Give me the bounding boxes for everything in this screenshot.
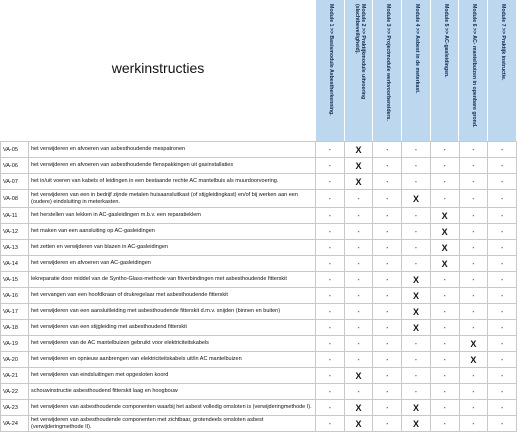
module-6-cell[interactable]: - bbox=[459, 320, 488, 336]
title-cell[interactable] bbox=[0, 0, 317, 142]
module-4-cell[interactable]: X bbox=[402, 190, 431, 208]
module-header-5[interactable] bbox=[431, 0, 460, 141]
module-2-cell[interactable]: - bbox=[344, 240, 373, 256]
module-3-cell[interactable]: - bbox=[373, 368, 402, 384]
module-4-cell[interactable]: - bbox=[402, 224, 431, 240]
module-3-cell[interactable]: - bbox=[373, 416, 402, 432]
table-row bbox=[1, 142, 517, 158]
row-description[interactable]: het verwijderen en opnieuw aanbrengen van elektriciteitskabels uit/in AC mantelbuizen bbox=[29, 352, 316, 368]
module-5-cell[interactable]: - bbox=[430, 320, 459, 336]
row-code[interactable]: VA-21 bbox=[1, 368, 29, 384]
module-4-cell[interactable]: - bbox=[402, 158, 431, 174]
module-4-cell[interactable]: - bbox=[402, 384, 431, 400]
module-3-cell[interactable]: - bbox=[373, 256, 402, 272]
module-6-cell[interactable]: - bbox=[459, 174, 488, 190]
table-row bbox=[1, 320, 517, 336]
module-6-cell[interactable]: - bbox=[459, 416, 488, 432]
module-5-cell[interactable]: X bbox=[430, 256, 459, 272]
module-7-cell[interactable]: - bbox=[488, 174, 517, 190]
module-1-cell[interactable]: - bbox=[316, 142, 345, 158]
row-description[interactable]: het in/uit voeren van kabels of leidingen in een bestaande rechte AC mantelbuis als muurdoorvoering. bbox=[29, 174, 316, 190]
module-5-cell[interactable]: - bbox=[430, 384, 459, 400]
row-description[interactable]: het vervangen van een hoofdkraan of drukregelaar met asbesthoudende fitterskit bbox=[29, 288, 316, 304]
module-4-cell[interactable]: - bbox=[402, 240, 431, 256]
sheet-title: werkinstructies bbox=[111, 60, 205, 76]
module-5-cell[interactable]: - bbox=[430, 368, 459, 384]
module-1-cell[interactable]: - bbox=[316, 288, 345, 304]
row-description[interactable]: het herstellen van lekken in AC-gasleidingen m.b.v. een reparatieklem bbox=[29, 208, 316, 224]
module-2-cell[interactable]: X bbox=[344, 142, 373, 158]
row-description[interactable]: het zetten en verwijderen van blazen in AC-gasleidingen bbox=[29, 240, 316, 256]
module-5-cell[interactable]: - bbox=[430, 352, 459, 368]
row-code[interactable]: VA-19 bbox=[1, 336, 29, 352]
row-description[interactable]: lekreparatie door middel van de Syntho-Glass-methode van fitverbindingen met asbesthoudende fitterskit bbox=[29, 272, 316, 288]
module-4-cell[interactable]: X bbox=[402, 272, 431, 288]
module-1-cell[interactable]: - bbox=[316, 256, 345, 272]
table-row bbox=[1, 158, 517, 174]
module-1-cell[interactable]: - bbox=[316, 320, 345, 336]
row-code[interactable]: VA-16 bbox=[1, 288, 29, 304]
module-5-cell[interactable]: - bbox=[430, 158, 459, 174]
module-1-cell[interactable]: - bbox=[316, 352, 345, 368]
row-code[interactable]: VA-06 bbox=[1, 158, 29, 174]
table-row bbox=[1, 352, 517, 368]
module-5-cell[interactable]: X bbox=[430, 208, 459, 224]
module-5-cell[interactable]: - bbox=[430, 400, 459, 416]
module-3-cell[interactable]: - bbox=[373, 304, 402, 320]
module-3-cell[interactable]: - bbox=[373, 336, 402, 352]
row-code[interactable]: VA-14 bbox=[1, 256, 29, 272]
row-description[interactable]: het verwijderen en afvoeren van AC-gasleidingen bbox=[29, 256, 316, 272]
module-header-label: Module 3 >> Projectmodule werkvoorbereiders. bbox=[385, 4, 392, 121]
module-6-cell[interactable]: X bbox=[459, 336, 488, 352]
row-description[interactable]: het verwijderen van een in bedrijf zijnde metalen huisaansluitkast (of stijgleidingkast) en/of bij werken aan een (oudere) eindsluiting in meterkasten. bbox=[29, 190, 316, 208]
module-5-cell[interactable]: X bbox=[430, 224, 459, 240]
table-row bbox=[1, 416, 517, 432]
module-7-cell[interactable]: - bbox=[488, 158, 517, 174]
module-7-cell[interactable]: - bbox=[488, 224, 517, 240]
module-6-cell[interactable]: - bbox=[459, 400, 488, 416]
module-4-cell[interactable]: X bbox=[402, 304, 431, 320]
module-7-cell[interactable]: - bbox=[488, 368, 517, 384]
table-row bbox=[1, 336, 517, 352]
row-code[interactable]: VA-20 bbox=[1, 352, 29, 368]
module-6-cell[interactable]: - bbox=[459, 256, 488, 272]
module-1-cell[interactable]: - bbox=[316, 384, 345, 400]
module-header-label: Module 4 >> Asbest in de meterkast. bbox=[413, 4, 420, 94]
module-2-cell[interactable]: X bbox=[344, 368, 373, 384]
module-3-cell[interactable]: - bbox=[373, 288, 402, 304]
module-3-cell[interactable]: - bbox=[373, 240, 402, 256]
module-2-cell[interactable]: - bbox=[344, 256, 373, 272]
module-header-1[interactable] bbox=[316, 0, 345, 141]
module-6-cell[interactable]: - bbox=[459, 158, 488, 174]
row-description[interactable]: het maken van een aansluiting op AC-gasleidingen bbox=[29, 224, 316, 240]
module-1-cell[interactable]: - bbox=[316, 272, 345, 288]
module-7-cell[interactable]: - bbox=[488, 384, 517, 400]
module-2-cell[interactable]: - bbox=[344, 336, 373, 352]
module-2-cell[interactable]: X bbox=[344, 416, 373, 432]
table-row bbox=[1, 174, 517, 190]
row-description[interactable]: het verwijderen van een aansluitleiding met asbesthoudende fitterskit d.m.v. snijden (binnen en buiten) bbox=[29, 304, 316, 320]
module-7-cell[interactable]: - bbox=[488, 288, 517, 304]
module-7-cell[interactable]: - bbox=[488, 272, 517, 288]
module-2-cell[interactable]: - bbox=[344, 190, 373, 208]
module-4-cell[interactable]: - bbox=[402, 174, 431, 190]
module-5-cell[interactable]: - bbox=[430, 304, 459, 320]
module-headers bbox=[316, 0, 517, 141]
module-7-cell[interactable]: - bbox=[488, 416, 517, 432]
module-6-cell[interactable]: - bbox=[459, 208, 488, 224]
row-description[interactable]: het verwijderen van een stijgleiding met asbesthoudend fitterskit bbox=[29, 320, 316, 336]
module-1-cell[interactable]: - bbox=[316, 336, 345, 352]
module-5-cell[interactable]: - bbox=[430, 190, 459, 208]
module-4-cell[interactable]: - bbox=[402, 142, 431, 158]
module-7-cell[interactable]: - bbox=[488, 304, 517, 320]
module-7-cell[interactable]: - bbox=[488, 190, 517, 208]
module-2-cell[interactable]: X bbox=[344, 158, 373, 174]
module-6-cell[interactable]: X bbox=[459, 352, 488, 368]
module-6-cell[interactable]: - bbox=[459, 240, 488, 256]
module-7-cell[interactable]: - bbox=[488, 400, 517, 416]
row-code[interactable]: VA-07 bbox=[1, 174, 29, 190]
row-code[interactable]: VA-18 bbox=[1, 320, 29, 336]
row-description[interactable]: het verwijderen en afvoeren van asbesthoudende mespatronen bbox=[29, 142, 316, 158]
module-header-4[interactable] bbox=[402, 0, 431, 141]
module-3-cell[interactable]: - bbox=[373, 142, 402, 158]
module-2-cell[interactable]: - bbox=[344, 352, 373, 368]
table-row bbox=[1, 288, 517, 304]
module-7-cell[interactable]: - bbox=[488, 208, 517, 224]
module-2-cell[interactable]: - bbox=[344, 320, 373, 336]
module-6-cell[interactable]: - bbox=[459, 272, 488, 288]
module-5-cell[interactable]: X bbox=[430, 240, 459, 256]
row-code[interactable]: VA-24 bbox=[1, 416, 29, 432]
module-3-cell[interactable]: - bbox=[373, 190, 402, 208]
module-1-cell[interactable]: - bbox=[316, 400, 345, 416]
module-5-cell[interactable]: - bbox=[430, 416, 459, 432]
module-4-cell[interactable]: X bbox=[402, 400, 431, 416]
module-6-cell[interactable]: - bbox=[459, 304, 488, 320]
module-6-cell[interactable]: - bbox=[459, 384, 488, 400]
module-header-2[interactable] bbox=[345, 0, 374, 141]
module-5-cell[interactable]: - bbox=[430, 272, 459, 288]
row-description[interactable]: het verwijderen van eindsluitingen met opgesloten koord bbox=[29, 368, 316, 384]
row-code[interactable]: VA-05 bbox=[1, 142, 29, 158]
module-3-cell[interactable]: - bbox=[373, 352, 402, 368]
module-5-cell[interactable]: - bbox=[430, 288, 459, 304]
module-4-cell[interactable]: X bbox=[402, 288, 431, 304]
module-6-cell[interactable]: - bbox=[459, 190, 488, 208]
module-header-label: Module 1 >> Basismodule Asbestherkenning. bbox=[327, 4, 334, 116]
module-7-cell[interactable]: - bbox=[488, 142, 517, 158]
module-7-cell[interactable]: - bbox=[488, 336, 517, 352]
module-7-cell[interactable]: - bbox=[488, 352, 517, 368]
row-description[interactable]: het verwijderen van asbesthoudende componenten met zichtbaar, grotendeels omsloten asbest (verwijderingmethode II). bbox=[29, 416, 316, 432]
module-3-cell[interactable]: - bbox=[373, 224, 402, 240]
module-3-cell[interactable]: - bbox=[373, 320, 402, 336]
module-7-cell[interactable]: - bbox=[488, 240, 517, 256]
row-code[interactable]: VA-12 bbox=[1, 224, 29, 240]
module-6-cell[interactable]: - bbox=[459, 368, 488, 384]
module-5-cell[interactable]: - bbox=[430, 142, 459, 158]
module-4-cell[interactable]: - bbox=[402, 336, 431, 352]
row-description[interactable]: het verwijderen van de AC mantelbuizen gebruikt voor elektriciteitskabels bbox=[29, 336, 316, 352]
module-4-cell[interactable]: X bbox=[402, 320, 431, 336]
row-code[interactable]: VA-23 bbox=[1, 400, 29, 416]
module-2-cell[interactable]: - bbox=[344, 384, 373, 400]
module-3-cell[interactable]: - bbox=[373, 272, 402, 288]
module-6-cell[interactable]: - bbox=[459, 142, 488, 158]
module-4-cell[interactable]: - bbox=[402, 368, 431, 384]
module-header-label: Module 7 >> Praktijk instructie. bbox=[499, 4, 506, 81]
module-1-cell[interactable]: - bbox=[316, 304, 345, 320]
module-4-cell[interactable]: - bbox=[402, 208, 431, 224]
table-row bbox=[1, 190, 517, 208]
table-row bbox=[1, 224, 517, 240]
row-code[interactable]: VA-13 bbox=[1, 240, 29, 256]
module-1-cell[interactable]: - bbox=[316, 174, 345, 190]
module-header-6[interactable] bbox=[459, 0, 488, 141]
row-code[interactable]: VA-22 bbox=[1, 384, 29, 400]
row-description[interactable]: het verwijderen van asbesthoudende componenten waarbij het asbest volledig omsloten is (verwijderingmethode I). bbox=[29, 400, 316, 416]
module-3-cell[interactable]: - bbox=[373, 208, 402, 224]
module-6-cell[interactable]: - bbox=[459, 288, 488, 304]
row-description[interactable]: schouwinstructie asbesthoudend fitterskit laag en hoogbouw bbox=[29, 384, 316, 400]
module-header-label: Module 2 >> Praktijkmodule uitvoering (slachtbeveiligheid). bbox=[353, 4, 366, 100]
module-5-cell[interactable]: - bbox=[430, 174, 459, 190]
module-1-cell[interactable]: - bbox=[316, 158, 345, 174]
module-2-cell[interactable]: - bbox=[344, 272, 373, 288]
module-3-cell[interactable]: - bbox=[373, 174, 402, 190]
row-code[interactable]: VA-15 bbox=[1, 272, 29, 288]
table-row bbox=[1, 272, 517, 288]
module-1-cell[interactable]: - bbox=[316, 368, 345, 384]
module-5-cell[interactable]: - bbox=[430, 336, 459, 352]
module-2-cell[interactable]: - bbox=[344, 208, 373, 224]
module-3-cell[interactable]: - bbox=[373, 384, 402, 400]
table-row bbox=[1, 368, 517, 384]
module-2-cell[interactable]: X bbox=[344, 400, 373, 416]
module-header-3[interactable] bbox=[373, 0, 402, 141]
module-4-cell[interactable]: - bbox=[402, 256, 431, 272]
module-7-cell[interactable]: - bbox=[488, 256, 517, 272]
module-1-cell[interactable]: - bbox=[316, 416, 345, 432]
module-1-cell[interactable]: - bbox=[316, 208, 345, 224]
module-7-cell[interactable]: - bbox=[488, 320, 517, 336]
module-3-cell[interactable]: - bbox=[373, 158, 402, 174]
module-header-label: Module 5 >> AC-gasleidingen. bbox=[442, 4, 449, 78]
module-2-cell[interactable]: X bbox=[344, 174, 373, 190]
row-description[interactable]: het verwijderen en afvoeren van asbesthoudende flenspakkingen uit gasinstallaties bbox=[29, 158, 316, 174]
module-4-cell[interactable]: - bbox=[402, 352, 431, 368]
module-3-cell[interactable]: - bbox=[373, 400, 402, 416]
row-code[interactable]: VA-17 bbox=[1, 304, 29, 320]
module-header-label: Module 6 >> AC- mantelbuizen in openbare grond. bbox=[471, 4, 478, 128]
table-row bbox=[1, 256, 517, 272]
table-row bbox=[1, 400, 517, 416]
table-row bbox=[1, 304, 517, 320]
module-6-cell[interactable]: - bbox=[459, 224, 488, 240]
module-4-cell[interactable]: X bbox=[402, 416, 431, 432]
table-row bbox=[1, 240, 517, 256]
row-code[interactable]: VA-11 bbox=[1, 208, 29, 224]
table-row bbox=[1, 384, 517, 400]
module-1-cell[interactable]: - bbox=[316, 240, 345, 256]
module-2-cell[interactable]: - bbox=[344, 288, 373, 304]
module-1-cell[interactable]: - bbox=[316, 190, 345, 208]
module-2-cell[interactable]: - bbox=[344, 304, 373, 320]
row-code[interactable]: VA-08 bbox=[1, 190, 29, 208]
module-1-cell[interactable]: - bbox=[316, 224, 345, 240]
instructions-table bbox=[0, 141, 517, 432]
module-header-7[interactable] bbox=[488, 0, 517, 141]
module-2-cell[interactable]: - bbox=[344, 224, 373, 240]
table-row bbox=[1, 208, 517, 224]
